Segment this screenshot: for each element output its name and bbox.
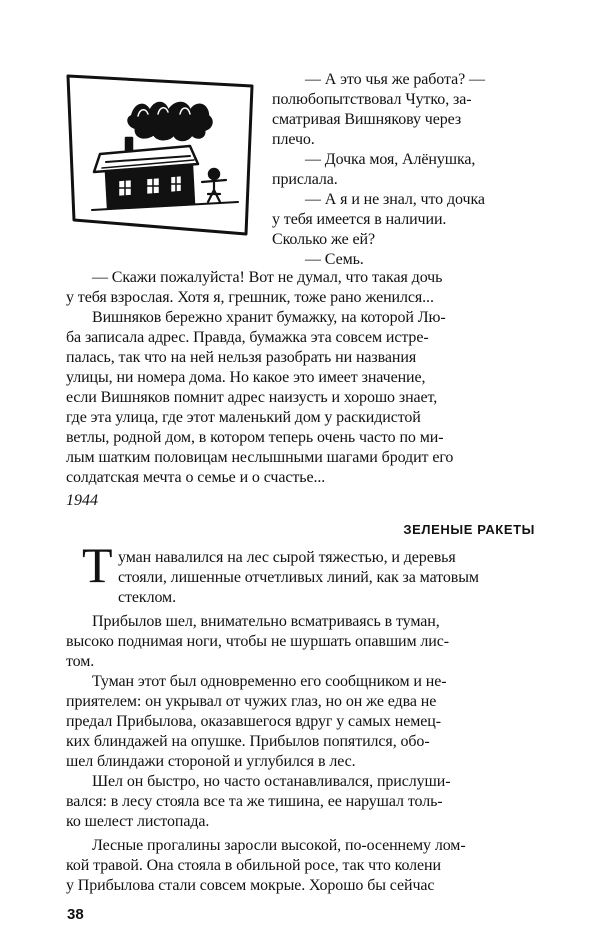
text-line: Прибылов шел, внимательно всматриваясь в туман, xyxy=(92,613,440,630)
text-line: где эта улица, где этот маленький дом у раскидистой xyxy=(66,409,421,426)
date-line: 1944 xyxy=(66,492,98,509)
text-line: солдатская мечта о семье и о счастье... xyxy=(66,469,326,486)
text-line: — Семь. xyxy=(305,251,364,268)
text-line: полюбопытствовал Чутко, за- xyxy=(272,91,472,108)
text-line: Туман этот был одновременно его сообщником и не- xyxy=(92,673,447,690)
text-line: Сколько же ей? xyxy=(272,231,375,248)
text-line: палась, так что на ней нельзя разобрать ни названия xyxy=(66,349,417,366)
text-line: стеклом. xyxy=(118,589,176,606)
text-line: уман навалился на лес сырой тяжестью, и деревья xyxy=(118,549,456,566)
child-drawing-illustration xyxy=(62,68,258,238)
text-line: улицы, ни номера дома. Но какое это имеет значение, xyxy=(66,369,426,386)
drop-cap: Т xyxy=(82,537,113,593)
text-line: Шел он быстро, но часто останавливался, прислуши- xyxy=(92,773,451,790)
text-line: — А я и не знал, что дочка xyxy=(305,191,485,208)
text-line: том. xyxy=(66,653,95,670)
text-line: ба записала адрес. Правда, бумажка эта совсем истре- xyxy=(66,329,429,346)
text-line: шел блиндажи стороной и углубился в лес. xyxy=(66,753,356,770)
text-line: лым шатким половицам неслышными шагами бродит его xyxy=(66,449,454,466)
text-line: — Скажи пожалуйста! Вот не думал, что такая дочь xyxy=(92,269,443,286)
section-title: ЗЕЛЕНЫЕ РАКЕТЫ xyxy=(403,522,535,537)
text-line: предал Прибылова, оказавшегося вдруг у самых немец- xyxy=(66,713,441,730)
page-number: 38 xyxy=(67,906,84,923)
text-line: у тебя имеется в наличии. xyxy=(272,211,447,228)
text-line: плечо. xyxy=(272,131,315,148)
text-line: кой травой. Она стояла в обильной росе, так что колени xyxy=(66,857,441,874)
text-line: у тебя взрослая. Хотя я, грешник, тоже рано женился... xyxy=(66,289,434,306)
text-line: Вишняков бережно хранит бумажку, на которой Лю- xyxy=(92,309,446,326)
text-line: Лесные прогалины заросли высокой, по-осеннему лом- xyxy=(92,837,466,854)
text-line: ких блиндажей на опушке. Прибылов попятился, обо- xyxy=(66,733,430,750)
text-line: сматривая Вишнякову через xyxy=(272,111,462,128)
text-line: ко шелест листопада. xyxy=(66,813,210,830)
text-line: если Вишняков помнит адрес наизусть и хорошо знает, xyxy=(66,389,438,406)
text-line: приятелем: он укрывал от чужих глаз, но он же едва не xyxy=(66,693,437,710)
text-line: прислала. xyxy=(272,171,338,188)
text-line: вался: в лесу стояла все та же тишина, ее нарушал толь- xyxy=(66,793,443,810)
text-line: ветлы, родной дом, в котором теперь очень часто по ми- xyxy=(66,429,444,446)
text-line: — Дочка моя, Алёнушка, xyxy=(305,151,476,168)
text-line: — А это чья же работа? — xyxy=(305,71,485,88)
text-line: стояли, лишенные отчетливых линий, как за матовым xyxy=(118,569,479,586)
text-line: высоко поднимая ноги, чтобы не шуршать опавшим лис- xyxy=(66,633,450,650)
text-line: у Прибылова стали совсем мокрые. Хорошо бы сейчас xyxy=(66,877,435,894)
